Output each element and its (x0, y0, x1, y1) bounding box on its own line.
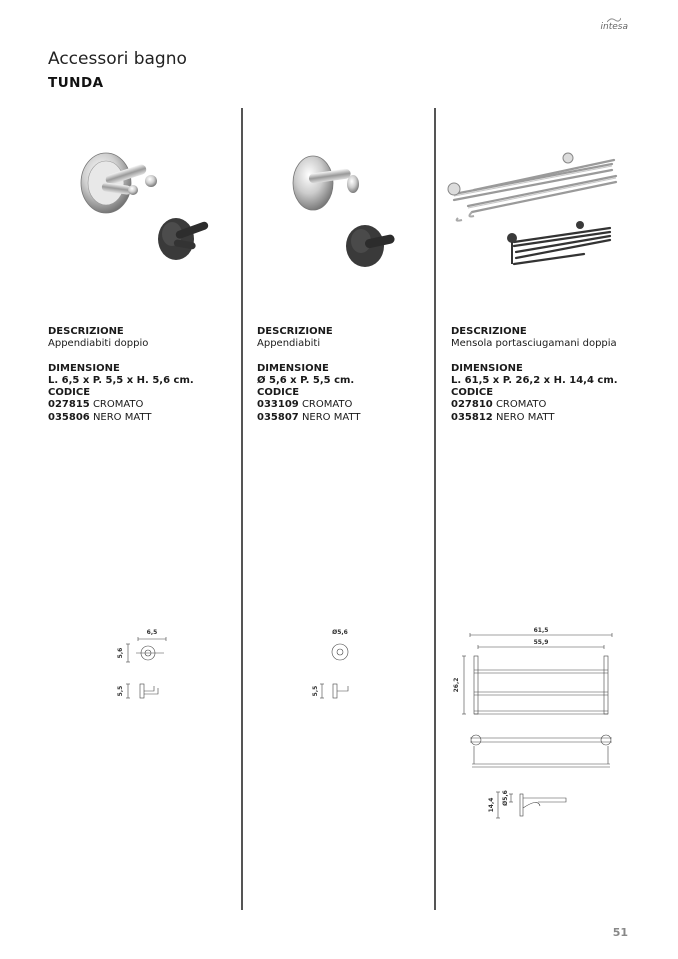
code-label: CODICE (451, 387, 494, 399)
description-label: DESCRIZIONE (451, 326, 527, 337)
description-text: Mensola portasciugamani doppia (451, 338, 617, 350)
column-divider (241, 108, 243, 910)
technical-drawing-single-hook (306, 624, 366, 710)
finish-name: CROMATO (301, 399, 353, 411)
description-text: Appendiabiti (257, 338, 321, 350)
technical-drawing-double-hook (110, 624, 180, 710)
code-row (451, 399, 618, 411)
column-divider (434, 108, 436, 910)
dim-height: 5,6 (117, 647, 124, 659)
code-row (48, 412, 194, 424)
page-number: 51 (612, 926, 628, 939)
logo-wave-icon (607, 17, 621, 23)
dimension-label: DIMENSIONE (257, 362, 329, 374)
product-image-single-hook (285, 150, 405, 270)
product-code: 035806 (48, 411, 90, 423)
code-row (48, 399, 194, 411)
dim-depth: 5,5 (117, 685, 124, 697)
product-info-1 (48, 326, 194, 424)
brand-name: intesa (600, 22, 628, 32)
dim-depth: 26,2 (453, 677, 460, 693)
page-title: Accessori bagno (48, 49, 187, 69)
product-image-double-hook (76, 146, 216, 266)
product-code: 027810 (451, 399, 493, 411)
dimension-text: L. 61,5 x P. 26,2 x H. 14,4 cm. (451, 374, 618, 386)
finish-name: NERO MATT (301, 411, 361, 423)
description-text: Appendiabiti doppio (48, 338, 149, 350)
product-code: 035807 (257, 411, 299, 423)
product-code: 035812 (451, 411, 493, 423)
description-label: DESCRIZIONE (48, 326, 124, 337)
dim-diameter: Ø5,6 (502, 790, 509, 806)
finish-name: CROMATO (92, 399, 144, 411)
dimension-label: DIMENSIONE (48, 362, 120, 374)
dim-inner-length: 55,9 (533, 639, 549, 646)
finish-name: NERO MATT (495, 411, 555, 423)
technical-drawing-towel-shelf (448, 622, 624, 826)
code-label: CODICE (257, 387, 300, 399)
code-row (257, 412, 360, 424)
product-info-2 (257, 326, 360, 424)
code-row (257, 399, 360, 411)
dim-width: 6,5 (146, 629, 158, 636)
finish-name: NERO MATT (92, 411, 152, 423)
product-code: 033109 (257, 399, 299, 411)
dimension-text: Ø 5,6 x P. 5,5 cm. (257, 374, 355, 386)
dim-diameter: Ø5,6 (332, 629, 348, 636)
dim-depth: 5,5 (312, 685, 319, 697)
brand-logo (601, 22, 628, 32)
dimension-text: L. 6,5 x P. 5,5 x H. 5,6 cm. (48, 374, 194, 386)
dim-height: 14,4 (488, 797, 495, 813)
page-subtitle: TUNDA (48, 75, 104, 91)
dimension-label: DIMENSIONE (451, 362, 523, 374)
product-info-3 (451, 326, 618, 424)
product-image-towel-shelf (444, 146, 624, 272)
description-label: DESCRIZIONE (257, 326, 333, 337)
dim-length: 61,5 (533, 627, 549, 634)
finish-name: CROMATO (495, 399, 547, 411)
code-row (451, 412, 618, 424)
code-label: CODICE (48, 387, 91, 399)
product-code: 027815 (48, 399, 90, 411)
